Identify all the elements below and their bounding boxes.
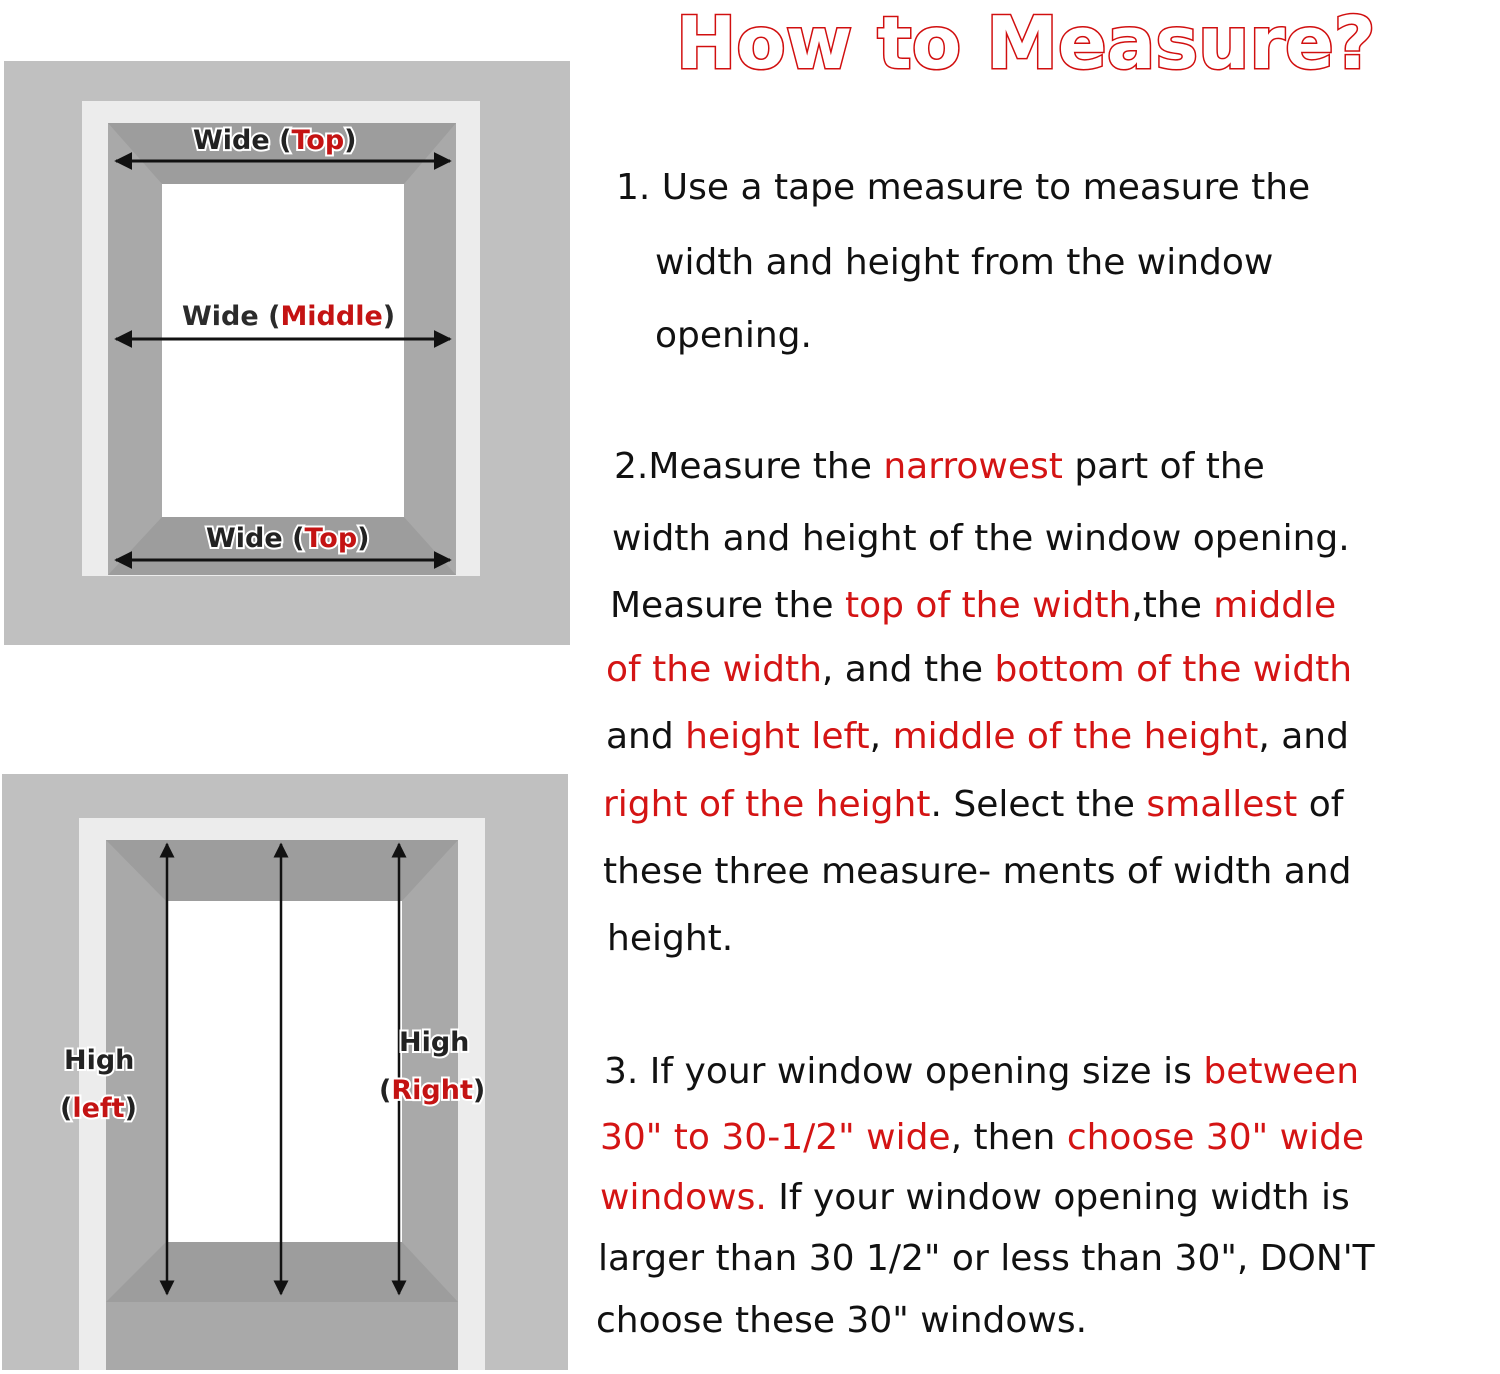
label-high-right-side: (Right) bbox=[379, 1075, 486, 1106]
label-wide-top: Wide (Top) bbox=[193, 125, 357, 156]
height-diagram bbox=[2, 774, 568, 1370]
step2-line6: right of the height. Select the smallest of bbox=[603, 784, 1344, 825]
step2-line4: of the width, and the bottom of the width bbox=[606, 649, 1353, 690]
step3-line5: choose these 30" windows. bbox=[596, 1300, 1088, 1341]
step1-line1: 1. Use a tape measure to measure the bbox=[616, 167, 1311, 208]
step2-line7: these three measure- ments of width and bbox=[603, 851, 1352, 892]
step2-line2: width and height of the window opening. bbox=[612, 518, 1350, 559]
width-diagram bbox=[4, 61, 570, 645]
label-high-left-side: (left) bbox=[60, 1093, 137, 1124]
label-wide-middle: Wide (Middle) bbox=[182, 301, 396, 332]
step2-line3: Measure the top of the width,the middle bbox=[610, 585, 1337, 626]
step3-line4: larger than 30 1/2" or less than 30", DON'T bbox=[598, 1238, 1375, 1279]
step3-line3: windows. If your window opening width is bbox=[600, 1177, 1350, 1218]
step3-line2: 30" to 30-1/2" wide, then choose 30" wide bbox=[600, 1117, 1365, 1158]
page-title bbox=[670, 0, 1410, 82]
title-text: How to Measure? bbox=[676, 1, 1376, 82]
step2-line1: 2.Measure the narrowest part of the bbox=[614, 446, 1265, 487]
step3-line1: 3. If your window opening size is between bbox=[604, 1051, 1360, 1092]
step1-line2: width and height from the window bbox=[655, 242, 1274, 283]
label-wide-bottom: Wide (Top) bbox=[206, 523, 370, 554]
step2-line8: height. bbox=[607, 918, 734, 959]
label-high-left-word: High bbox=[64, 1045, 135, 1076]
step1-line3: opening. bbox=[655, 315, 812, 356]
step2-line5: and height left, middle of the height, and bbox=[606, 716, 1349, 757]
label-high-right-word: High bbox=[399, 1027, 470, 1058]
